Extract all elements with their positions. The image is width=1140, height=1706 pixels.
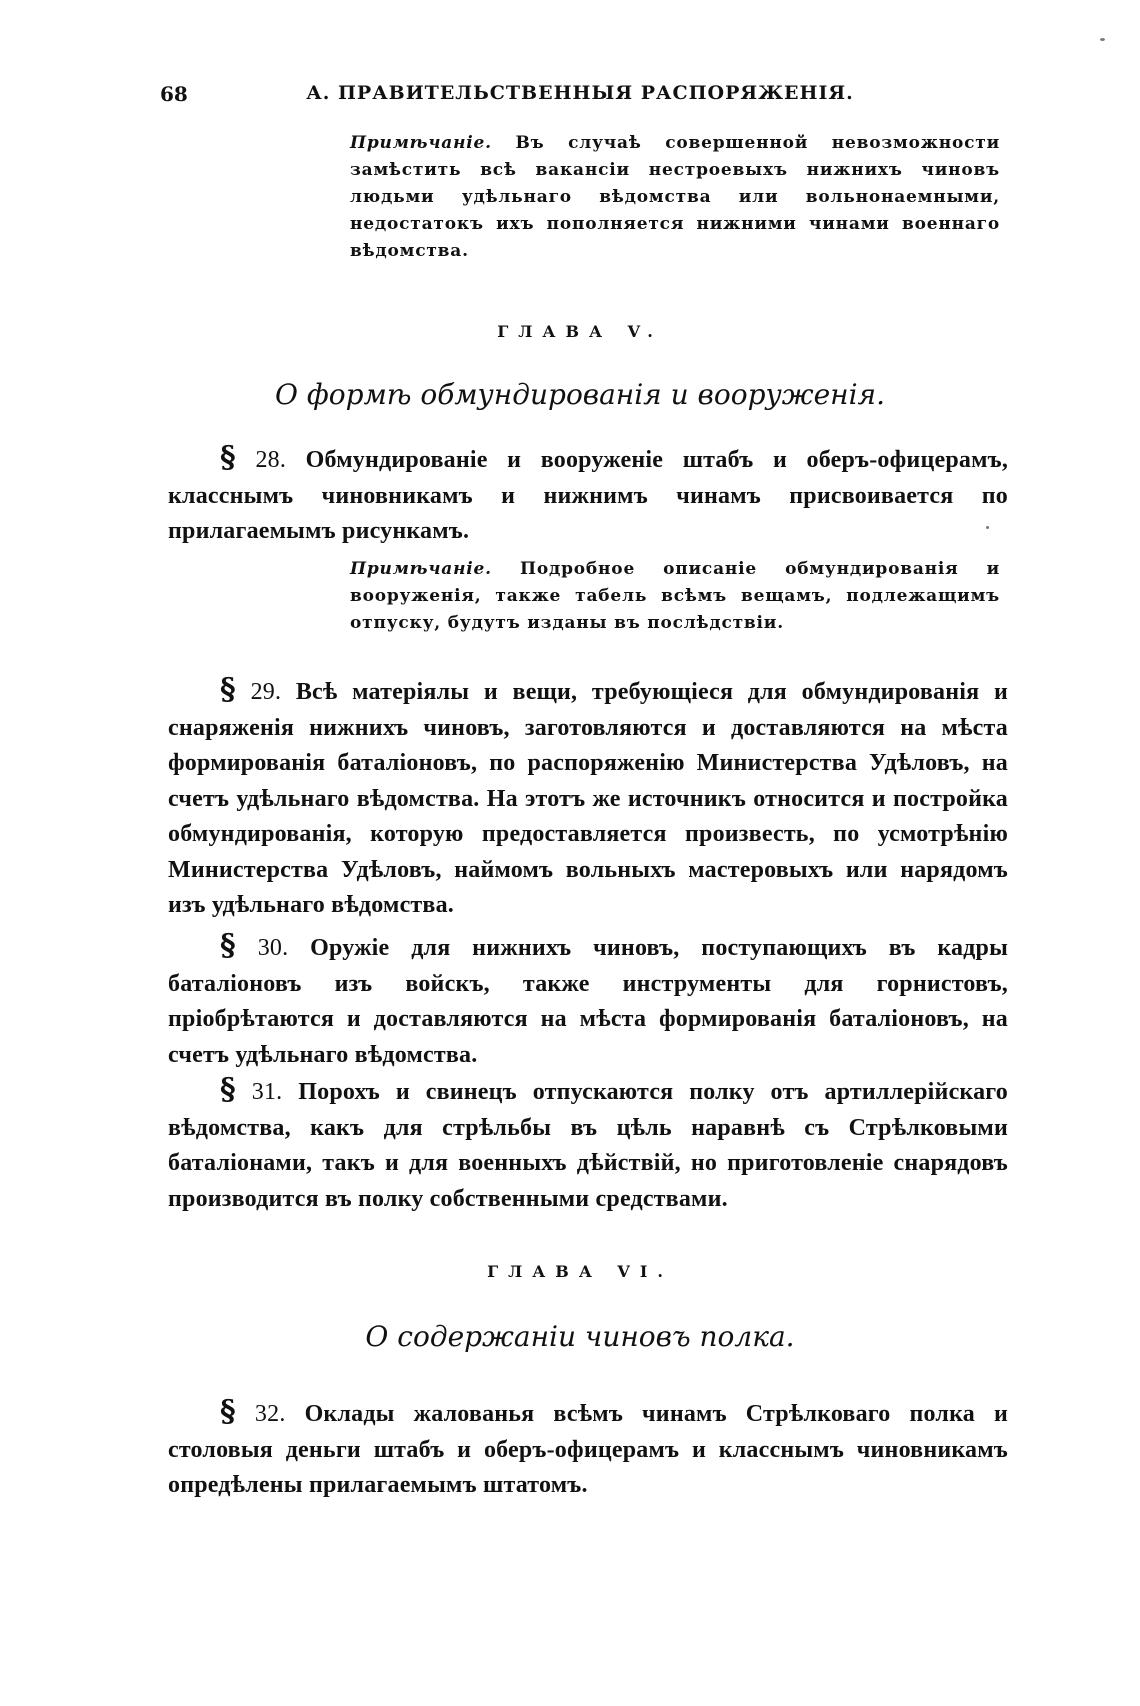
print-speck bbox=[1100, 38, 1105, 41]
page-header bbox=[160, 82, 1000, 112]
note-text: Подробное описаніе обмундированія и вооруженія, также табель всѣмъ вещамъ, подлежащимъ отпуску, будутъ изданы въ послѣдствіи. bbox=[350, 559, 1001, 633]
paragraph-text: Всѣ матеріялы и вещи, требующіеся для обмундированія и снаряженія нижнихъ чиновъ, заготовляются и доставляются на мѣста формированія баталіоновъ, по распоряженію Министерства Удѣловъ, на счетъ удѣльнаго вѣдомства. На этотъ же источникъ относится и постройка обмундированія, которую предоставляется произвесть, по усмотрѣнію Министерства Удѣловъ, наймомъ вольныхъ мастеровыхъ или нарядомъ изъ удѣльнаго вѣдомства. bbox=[168, 679, 1008, 918]
section-sign: § bbox=[220, 440, 236, 475]
note-label: Примѣчаніе. bbox=[350, 133, 492, 153]
top-note bbox=[350, 130, 1000, 265]
print-speck bbox=[986, 526, 989, 529]
section-sign: § bbox=[220, 1072, 236, 1107]
page-number: 68 bbox=[160, 82, 188, 106]
chapter-6-label: ГЛАВА VI. bbox=[487, 1262, 673, 1281]
paragraph-text: Порохъ и свинецъ отпускаются полку отъ артиллерійскаго вѣдомства, какъ для стрѣльбы въ цѣль наравнѣ съ Стрѣлковыми баталіонами, такъ и для военныхъ дѣйствій, но приготовленіе снарядовъ производится въ полку собственными средствами. bbox=[168, 1079, 1008, 1212]
paragraph-text: Оружіе для нижнихъ чиновъ, поступающихъ въ кадры баталіоновъ изъ войскъ, также инструменты для горнистовъ, пріобрѣтаются и доставляются на мѣста формированія баталіоновъ, на счетъ удѣльнаго вѣдомства. bbox=[168, 935, 1009, 1068]
section-number: 30. bbox=[257, 935, 289, 961]
section-sign: § bbox=[220, 928, 236, 963]
paragraph-31 bbox=[168, 1072, 1008, 1217]
chapter-5-label: ГЛАВА V. bbox=[497, 322, 663, 341]
paragraph-28 bbox=[168, 440, 1008, 550]
note-text: Въ случаѣ совершенной невозможности замѣстить всѣ вакансіи нестроевыхъ нижнихъ чиновъ людьми удѣльнаго вѣдомства или вольнонаемными, недостатокъ ихъ пополняется нижними чинами военнаго вѣдомства. bbox=[350, 133, 1000, 261]
paragraph-29 bbox=[168, 672, 1008, 924]
running-head: А. ПРАВИТЕЛЬСТВЕННЫЯ РАСПОРЯЖЕНІЯ. bbox=[306, 82, 854, 104]
chapter-5-title: О формѣ обмундированія и вооруженія. bbox=[275, 378, 885, 411]
note-label: Примѣчаніе. bbox=[350, 559, 492, 579]
paragraph-30 bbox=[168, 928, 1008, 1073]
chapter-6-title: О содержаніи чиновъ полка. bbox=[365, 1320, 795, 1353]
note-28 bbox=[350, 556, 1000, 637]
section-sign: § bbox=[220, 672, 236, 707]
section-number: 29. bbox=[250, 679, 282, 705]
section-sign: § bbox=[220, 1394, 236, 1429]
paragraph-32 bbox=[168, 1394, 1008, 1504]
section-number: 32. bbox=[254, 1401, 286, 1427]
paragraph-text: Оклады жалованья всѣмъ чинамъ Стрѣлковаго полка и столовыя деньги штабъ и оберъ-офицерамъ и класснымъ чиновникамъ опредѣлены прилагаемымъ штатомъ. bbox=[168, 1401, 1009, 1498]
section-number: 31. bbox=[251, 1079, 283, 1105]
paragraph-text: Обмундированіе и вооруженіе штабъ и оберъ-офицерамъ, класснымъ чиновникамъ и нижнимъ чинамъ присвоивается по прилагаемымъ рисункамъ. bbox=[168, 447, 1009, 544]
section-number: 28. bbox=[255, 447, 287, 473]
